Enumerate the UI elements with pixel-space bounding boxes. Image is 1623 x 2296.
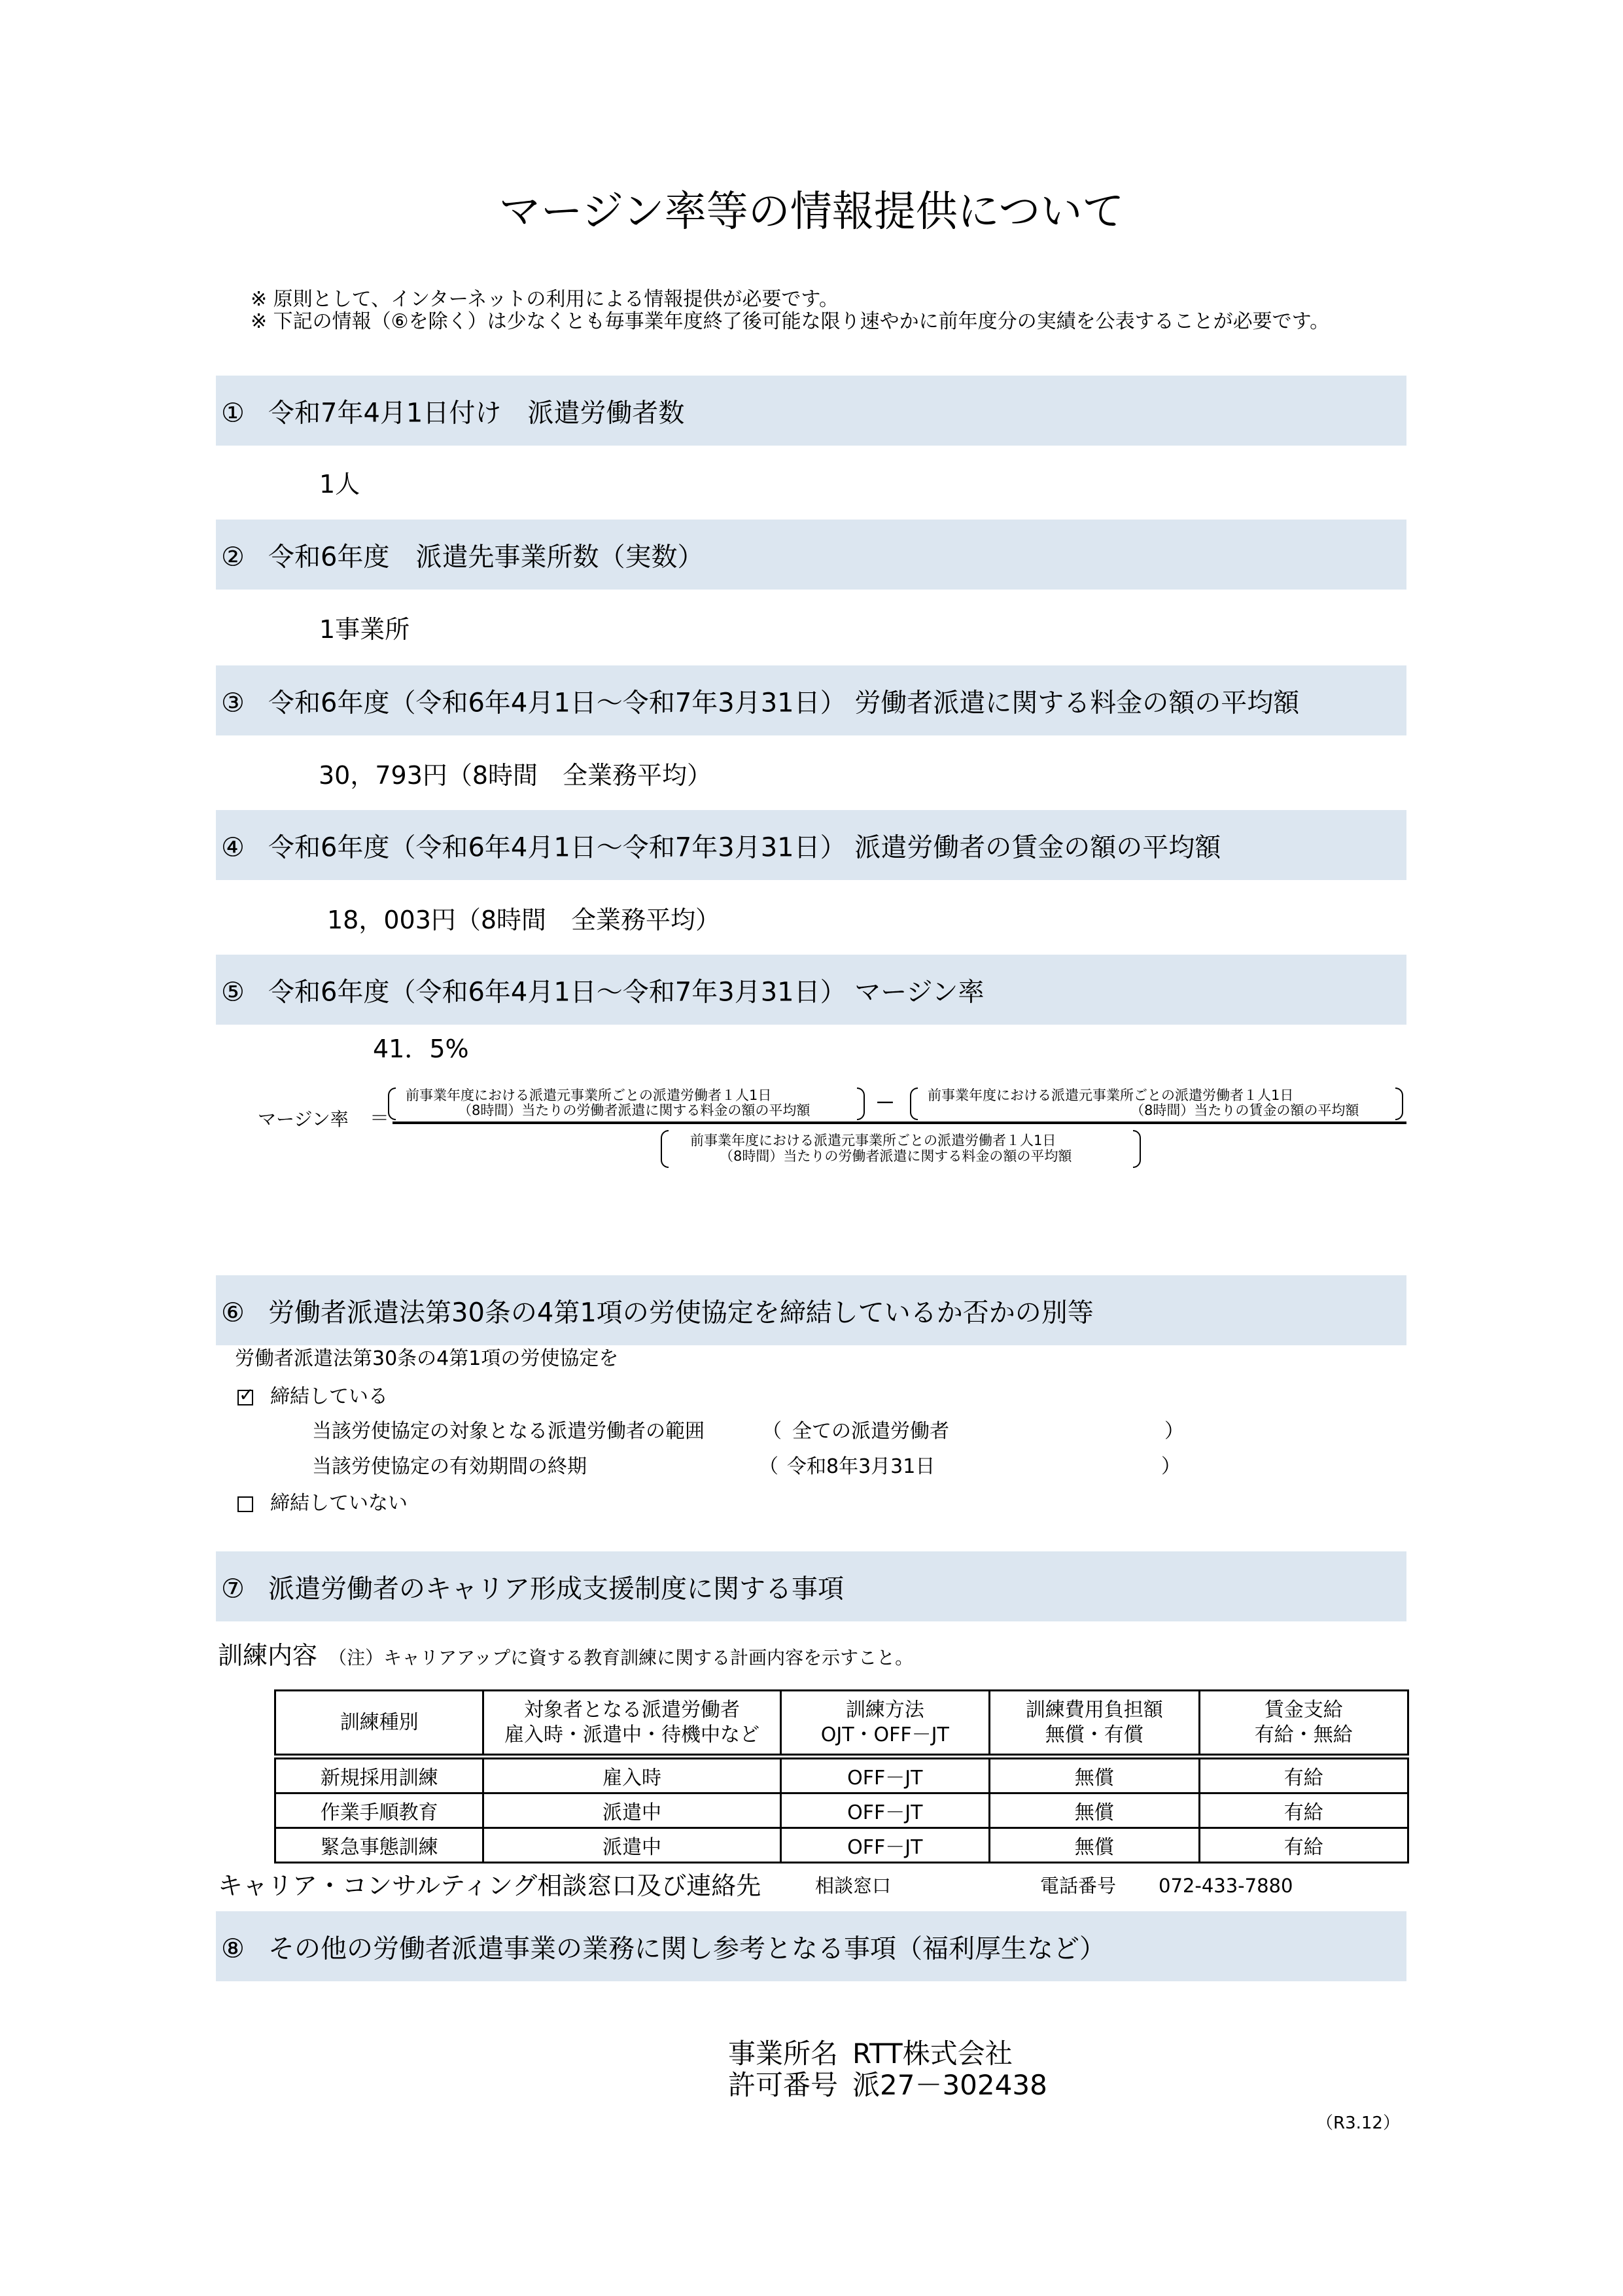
wage-payment: 有給 [1199,1757,1408,1793]
company-name-label: 事業所名 [728,2038,839,2070]
revision-note: （R3.12） [1316,2113,1400,2133]
table-row [275,1793,1408,1828]
training-cost: 無償 [990,1757,1199,1793]
denominator-line-2: （8時間）当たりの労働者派遣に関する料金の額の平均額 [720,1148,1072,1164]
section-heading: 令和6年度（令和6年4月1日～令和7年3月31日） 派遣労働者の賃金の額の平均額 [268,832,1221,862]
training-method: OFF－JT [780,1757,990,1793]
section-5-header [216,955,1406,1025]
section-number: ⑥ [221,1298,245,1328]
training-cost: 無償 [990,1793,1199,1828]
numerator-right-open-bracket [910,1087,918,1120]
training-type: 新規採用訓練 [275,1757,483,1793]
note-2: ※ 下記の情報（⑥を除く）は少なくとも毎事業年度終了後可能な限り速やかに前年度分の実績を公表することが必要です。 [251,310,1330,333]
section-number: ① [221,398,245,428]
agreement-intro: 労働者派遣法第30条の4第1項の労使協定を [235,1347,619,1370]
denominator-line-1: 前事業年度における派遣元事業所ごとの派遣労働者１人1日 [690,1133,1056,1148]
fraction-line [393,1122,1406,1124]
section-heading: 令和6年度（令和6年4月1日～令和7年3月31日） 労働者派遣に関する料金の額の平均額 [268,688,1300,718]
note-1: ※ 原則として、インターネットの利用による情報提供が必要です。 [251,288,839,311]
training-note: （注）キャリアアップに資する教育訓練に関する計画内容を示すこと。 [328,1647,914,1669]
agreement-scope-value: 全ての派遣労働者 [792,1420,949,1443]
page-title: マージン率等の情報提供について [498,188,1125,236]
target-workers: 雇入時 [483,1757,780,1793]
numerator-right-line-1: 前事業年度における派遣元事業所ごとの派遣労働者１人1日 [928,1087,1294,1103]
section-number: ⑧ [221,1934,245,1964]
average-wage: 18，003円（8時間 全業務平均） [327,906,721,934]
open-paren: （ [762,1420,782,1443]
training-label: 訓練内容 [218,1641,318,1670]
section-number: ⑤ [221,977,245,1007]
margin-rate-value: 41．5% [373,1034,469,1063]
agreement-concluded-label: 締結している [270,1385,388,1408]
checkbox-unchecked-icon[interactable] [237,1496,253,1512]
section-1-header [216,376,1406,446]
close-paren: ） [1164,1420,1184,1443]
average-fee: 30，793円（8時間 全業務平均） [319,761,712,790]
header-wage-payment: 賃金支給 有給・無給 [1199,1691,1408,1757]
target-workers: 派遣中 [483,1828,780,1863]
agreement-scope-label: 当該労使協定の対象となる派遣労働者の範囲 [312,1420,705,1443]
target-workers: 派遣中 [483,1793,780,1828]
numerator-left-open-bracket [388,1087,396,1120]
training-table-header-row [275,1691,1408,1757]
section-2-header [216,520,1406,590]
formula-equals: ＝ [370,1107,389,1130]
agreement-not-concluded-option[interactable] [237,1494,408,1513]
consulting-window-label: 相談窓口 [815,1875,892,1897]
numerator-left-close-bracket [857,1087,865,1120]
agreement-period-label: 当該労使協定の有効期間の終期 [312,1455,587,1478]
license-number: 派27－302438 [852,2069,1047,2101]
section-3-header [216,665,1406,735]
denominator-close-bracket [1133,1130,1141,1168]
numerator-left-line-2: （8時間）当たりの労働者派遣に関する料金の額の平均額 [458,1103,811,1118]
dispatched-worker-count: 1人 [319,470,360,499]
section-heading: 令和7年4月1日付け 派遣労働者数 [268,398,685,428]
training-type: 緊急事態訓練 [275,1828,483,1863]
section-7-header [216,1551,1406,1621]
license-number-row [728,2069,1047,2101]
section-number: ③ [221,688,245,718]
wage-payment: 有給 [1199,1793,1408,1828]
header-target-workers: 対象者となる派遣労働者 雇入時・派遣中・待機中など [483,1691,780,1757]
phone-label: 電話番号 [1040,1875,1117,1897]
section-number: ② [221,542,245,572]
numerator-right-line-2: （8時間）当たりの賃金の額の平均額 [1130,1103,1359,1118]
section-6-header [216,1275,1406,1345]
formula-minus: － [875,1092,895,1115]
table-row [275,1828,1408,1863]
section-4-header [216,810,1406,880]
company-name-row [728,2040,1013,2068]
numerator-left-line-1: 前事業年度における派遣元事業所ごとの派遣労働者１人1日 [406,1087,772,1103]
agreement-not-concluded-label: 締結していない [270,1492,408,1515]
section-heading: 派遣労働者のキャリア形成支援制度に関する事項 [268,1574,844,1604]
numerator-right-close-bracket [1395,1087,1403,1120]
training-method: OFF－JT [780,1793,990,1828]
section-number: ④ [221,832,245,862]
company-name: RTT株式会社 [852,2038,1013,2070]
agreement-concluded-option[interactable] [237,1387,388,1407]
client-office-count: 1事業所 [319,615,410,644]
denominator-open-bracket [661,1130,669,1168]
close-paren: ） [1161,1455,1181,1478]
header-training-cost: 訓練費用負担額 無償・有償 [990,1691,1199,1757]
checkbox-checked-icon[interactable] [237,1390,253,1405]
training-table [274,1689,1409,1863]
section-number: ⑦ [221,1574,245,1604]
table-row [275,1757,1408,1793]
phone-number: 072-433-7880 [1159,1875,1293,1897]
wage-payment: 有給 [1199,1828,1408,1863]
header-training-type: 訓練種別 [275,1691,483,1757]
training-cost: 無償 [990,1828,1199,1863]
career-consulting-label: キャリア・コンサルティング相談窓口及び連絡先 [218,1871,761,1900]
header-training-method: 訓練方法 OJT・OFF－JT [780,1691,990,1757]
agreement-period-value: 令和8年3月31日 [787,1455,935,1478]
license-number-label: 許可番号 [728,2069,839,2101]
section-heading: 令和6年度（令和6年4月1日～令和7年3月31日） マージン率 [268,977,985,1007]
section-heading: 労働者派遣法第30条の4第1項の労使協定を締結しているか否かの別等 [268,1298,1094,1328]
open-paren: （ [759,1455,778,1478]
training-method: OFF－JT [780,1828,990,1863]
training-type: 作業手順教育 [275,1793,483,1828]
section-heading: 令和6年度 派遣先事業所数（実数） [268,542,704,572]
section-heading: その他の労働者派遣事業の業務に関し参考となる事項（福利厚生など） [268,1934,1106,1964]
section-8-header [216,1911,1406,1981]
training-heading [218,1643,913,1668]
formula-label: マージン率 [258,1108,349,1130]
